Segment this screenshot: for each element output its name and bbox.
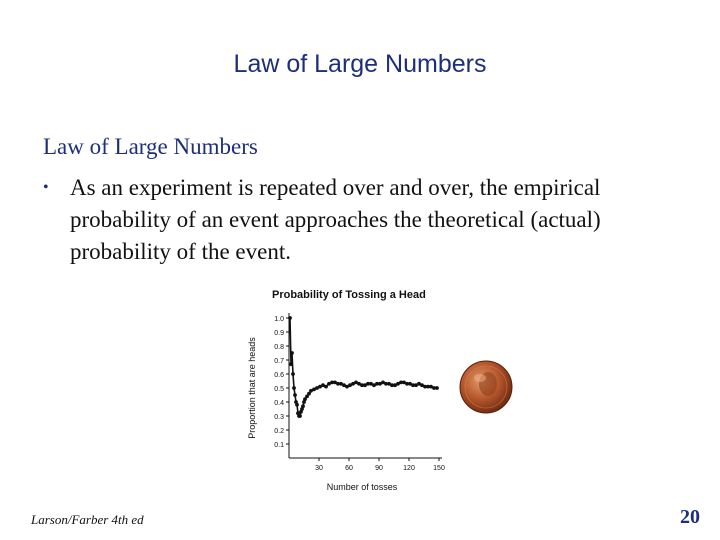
y-tick-label: 0.1	[274, 442, 284, 449]
section-heading: Law of Large Numbers	[43, 134, 258, 159]
x-tick-label: 60	[345, 465, 353, 472]
y-tick-label: 0.3	[274, 414, 284, 421]
data-point	[289, 362, 293, 366]
y-tick-label: 0.6	[274, 372, 284, 379]
y-tick-label: 0.9	[274, 330, 284, 337]
bullet-icon: •	[43, 179, 49, 196]
penny-coin-icon	[460, 361, 512, 413]
data-point	[301, 404, 305, 408]
data-point	[290, 351, 294, 355]
x-axis-label: Number of tosses	[326, 482, 398, 492]
data-point	[435, 386, 439, 390]
series-line	[290, 318, 437, 416]
y-tick-label: 0.4	[274, 400, 284, 407]
data-point	[292, 386, 296, 390]
x-tick-label: 90	[375, 465, 383, 472]
y-tick-label: 0.7	[274, 358, 284, 365]
data-point	[291, 372, 295, 376]
x-tick-label: 120	[403, 465, 415, 472]
y-tick-label: 0.8	[274, 344, 284, 351]
chart-title: Probability of Tossing a Head	[272, 289, 426, 301]
data-point	[293, 393, 297, 397]
bullet-text: As an experiment is repeated over and over, the empirical probability of an event approaches the theoretical (actual) probability of the event.	[70, 175, 601, 264]
coin-toss-chart-figure	[236, 278, 526, 498]
y-tick-label: 0.2	[274, 428, 284, 435]
y-axis-label: Proportion that are heads	[247, 337, 257, 439]
data-point	[324, 385, 328, 389]
x-tick-label: 30	[315, 465, 323, 472]
y-tick-label: 0.5	[274, 386, 284, 393]
footer-credit: Larson/Farber 4th ed	[31, 512, 144, 527]
page-number: 20	[680, 506, 700, 528]
data-point	[295, 403, 299, 407]
data-point	[288, 316, 292, 320]
data-point	[298, 414, 302, 418]
x-tick-label: 150	[433, 465, 445, 472]
y-tick-label: 1.0	[274, 316, 284, 323]
coin-toss-chart	[236, 278, 526, 498]
slide-title: Law of Large Numbers	[233, 50, 487, 78]
